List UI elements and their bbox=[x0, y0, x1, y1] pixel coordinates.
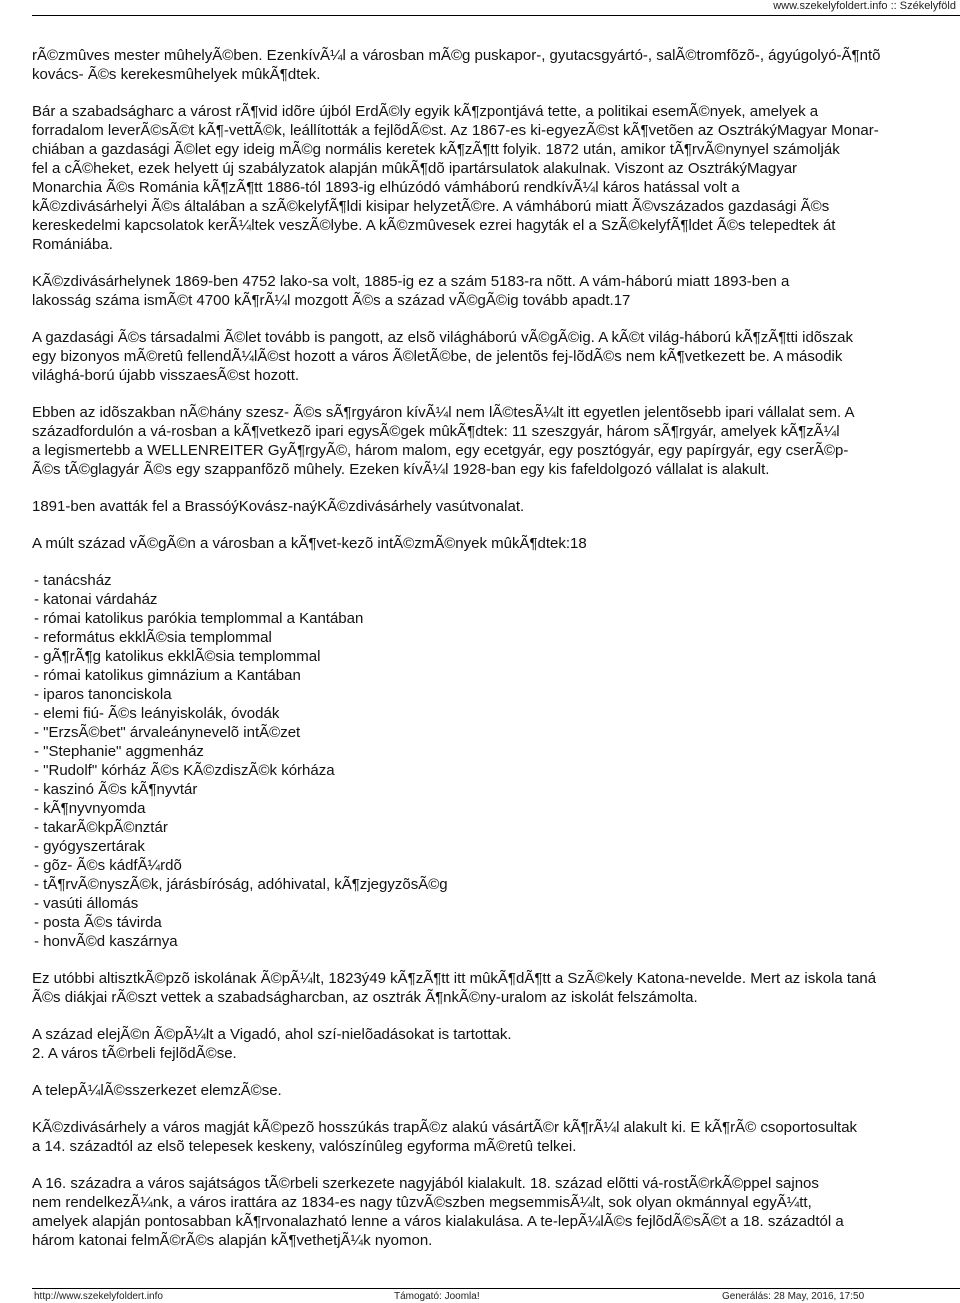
header-rule bbox=[32, 15, 960, 16]
paragraph-line: Ã©s tÃ©glagyár Ã©s egy szappanfõzõ mûhely. Ezeken kívÃ¼l 1928-ban egy kis fafeldolgozó vállalat is alakult. bbox=[32, 461, 770, 478]
list-item: - kaszinó Ã©s kÃ¶nyvtár bbox=[34, 781, 198, 798]
paragraph-line: lakosság száma ismÃ©t 4700 kÃ¶rÃ¼l mozgott Ã©s a század vÃ©gÃ©ig tovább apadt.17 bbox=[32, 292, 631, 309]
list-item: - honvÃ©d kaszárnya bbox=[34, 933, 178, 950]
list-item: - kÃ¶nyvnyomda bbox=[34, 800, 146, 817]
paragraph-line: A század elejÃ©n Ã©pÃ¼lt a Vigadó, ahol szí-nielõadásokat is tartottak. bbox=[32, 1026, 512, 1043]
paragraph-line: nem rendelkezÃ¼nk, a város irattára az 1834-es nagy tûzvÃ©szben megsemmisÃ¼lt, sok olyan okmánnyal egyÃ¼tt, bbox=[32, 1194, 812, 1211]
paragraph-line: A gazdasági Ã©s társadalmi Ã©let tovább is pangott, az elsõ világháború vÃ©gÃ©ig. A kÃ©t világ-háború kÃ¶zÃ¶tti idõszak bbox=[32, 329, 853, 346]
list-item: - "ErzsÃ©bet" árvaleánynevelõ intÃ©zet bbox=[34, 724, 301, 741]
list-item: - iparos tanonciskola bbox=[34, 686, 172, 703]
paragraph-line: kereskedelmi kapcsolatok kerÃ¼ltek veszÃ©lybe. A kÃ©zmûvesek ezrei hagyták el a SzÃ©kelyfÃ¶ldet Ã©s telepedtek át bbox=[32, 217, 836, 234]
list-item: - "Rudolf" kórház Ã©s KÃ©zdiszÃ©k kórháza bbox=[34, 762, 335, 779]
list-item: - gyógyszertárak bbox=[34, 838, 145, 855]
paragraph bbox=[32, 328, 960, 385]
page-footer bbox=[32, 1291, 960, 1303]
paragraph-line: KÃ©zdivásárhely a város magját kÃ©pezõ hosszúkás trapÃ©z alakú vásártÃ©r kÃ¶rÃ¼l alakult ki. E kÃ¶rÃ© csoportosultak bbox=[32, 1119, 858, 1136]
list-item: - elemi fiú- Ã©s leányiskolák, óvodák bbox=[34, 705, 280, 722]
paragraph-line: egy bizonyos mÃ©retû fellendÃ¼lÃ©st hozott a város Ã©letÃ©be, de jelentõs fej-lõdÃ©s nem kÃ¶vetkezett be. A második bbox=[32, 348, 843, 365]
footer-rule bbox=[32, 1288, 960, 1289]
list-item: - római katolikus gimnázium a Kantában bbox=[34, 667, 301, 684]
list-item: - tanácsház bbox=[34, 572, 112, 589]
paragraph-line: 2. A város tÃ©rbeli fejlõdÃ©se. bbox=[32, 1045, 237, 1062]
paragraph-line: három katonai felmÃ©rÃ©s alapján kÃ¶vethetjÃ¼k nyomon. bbox=[32, 1232, 433, 1249]
paragraph-line: chiában a gazdasági Ã©let egy ideig mÃ©g normális keretek kÃ¶zÃ¶tt folyik. 1872 után, amikor tÃ¶rvÃ©nynyel számolják bbox=[32, 141, 840, 158]
paragraph-line: kÃ©zdivásárhelyi Ã©s általában a szÃ©kelyfÃ¶ldi kisipar helyzetÃ©re. A vámháború miatt Ã©vszázados gazdasági Ã©s bbox=[32, 198, 830, 215]
paragraph-line: KÃ©zdivásárhelynek 1869-ben 4752 lako-sa volt, 1885-ig ez a szám 5183-ra nõtt. A vám-háború miatt 1893-ben a bbox=[32, 273, 790, 290]
paragraph bbox=[32, 1081, 960, 1100]
paragraph-line: 1891-ben avatták fel a BrassóýKovász-naýKÃ©zdivásárhely vasútvonalat. bbox=[32, 498, 525, 515]
paragraph bbox=[32, 969, 960, 1007]
paragraph-line: Romániába. bbox=[32, 236, 113, 253]
paragraph-line: kovács- Ã©s kerekesmûhelyek mûkÃ¶dtek. bbox=[32, 66, 321, 83]
paragraph-line: Monarchia Ã©s Románia kÃ¶zÃ¶tt 1886-tól 1893-ig elhúzódó vámháború rendkívÃ¼l káros hatással volt a bbox=[32, 179, 740, 196]
paragraph-line: A telepÃ¼lÃ©sszerkezet elemzÃ©se. bbox=[32, 1082, 282, 1099]
list-item: - református ekklÃ©sia templommal bbox=[34, 629, 272, 646]
paragraphs-before-list bbox=[32, 46, 960, 553]
paragraph bbox=[32, 272, 960, 310]
paragraph bbox=[32, 1118, 960, 1156]
paragraph-line: Ebben az idõszakban nÃ©hány szesz- Ã©s sÃ¶rgyáron kívÃ¼l nem lÃ©tesÃ¼lt itt egyetlen jelentõsebb ipari vállalat sem. A bbox=[32, 404, 855, 421]
list-item: - gÃ¶rÃ¶g katolikus ekklÃ©sia templommal bbox=[34, 648, 321, 665]
list-item: - "Stephanie" aggmenház bbox=[34, 743, 204, 760]
list-item: - vasúti állomás bbox=[34, 895, 139, 912]
paragraph-line: A múlt század vÃ©gÃ©n a városban a kÃ¶vet-kezõ intÃ©zmÃ©nyek mûkÃ¶dtek:18 bbox=[32, 535, 587, 552]
paragraphs-after-list bbox=[32, 969, 960, 1250]
list-item: - posta Ã©s távirda bbox=[34, 914, 162, 931]
paragraph-line: A 16. századra a város sajátságos tÃ©rbeli szerkezete nagyjából kialakult. 18. század elõtti vá-rostÃ©rkÃ©ppel sajnos bbox=[32, 1175, 819, 1192]
paragraph bbox=[32, 403, 960, 479]
document-body bbox=[32, 46, 960, 1268]
paragraph-line: Bár a szabadságharc a várost rÃ¶vid idõre újból ErdÃ©ly egyik kÃ¶zpontjává tette, a politikai esemÃ©nyek, amelyek a bbox=[32, 103, 819, 120]
header-url[interactable]: www.szekelyfoldert.info :: Székelyföld bbox=[773, 0, 956, 12]
list-item: - római katolikus parókia templommal a Kantában bbox=[34, 610, 364, 627]
paragraph-line: forradalom leverÃ©sÃ©t kÃ¶-vettÃ©k, leállították a fejlõdÃ©st. Az 1867-es ki-egyezÃ©st kÃ¶vetõen az OsztrákýMagyar Monar- bbox=[32, 122, 879, 139]
paragraph bbox=[32, 46, 960, 84]
paragraph-line: amelyek alapján pontosabban kÃ¶rvonalazható lenne a város kialakulása. A te-lepÃ¼lÃ©s fejlõdÃ©sÃ©t a 18. századtól a bbox=[32, 1213, 844, 1230]
paragraph-line: a 14. századtól az elsõ telepesek keskeny, valószínûleg egyforma mÃ©retû telkei. bbox=[32, 1138, 577, 1155]
paragraph bbox=[32, 102, 960, 254]
footer-generated: Generálás: 28 May, 2016, 17:50 bbox=[722, 1291, 865, 1302]
paragraph bbox=[32, 534, 960, 553]
institutions-list bbox=[32, 571, 960, 951]
list-item: - gõz- Ã©s kádfÃ¼rdõ bbox=[34, 857, 182, 874]
list-item: - tÃ¶rvÃ©nyszÃ©k, járásbíróság, adóhivatal, kÃ¶zjegyzõsÃ©g bbox=[34, 876, 448, 893]
list-item: - takarÃ©kpÃ©nztár bbox=[34, 819, 168, 836]
paragraph-line: fel a cÃ©heket, ezek helyett új szabályzatok alapján mûkÃ¶dõ ipartársulatok alakulnak. Viszont az OsztrákýMagyar bbox=[32, 160, 798, 177]
paragraph bbox=[32, 1174, 960, 1250]
paragraph-line: világhá-ború újabb visszaesÃ©st hozott. bbox=[32, 367, 300, 384]
footer-site-link[interactable]: http://www.szekelyfoldert.info bbox=[34, 1291, 163, 1302]
paragraph bbox=[32, 1025, 960, 1063]
paragraph-line: a legismertebb a WELLENREITER GyÃ¶rgyÃ©, három malom, egy ecetgyár, egy posztógyár, egy papírgyár, egy cserÃ©p- bbox=[32, 442, 849, 459]
list-item: - katonai várdaház bbox=[34, 591, 158, 608]
paragraph-line: Ã©s diákjai rÃ©szt vettek a szabadságharcban, az osztrák Ã¶nkÃ©ny-uralom az iskolát felszámolta. bbox=[32, 989, 698, 1006]
paragraph bbox=[32, 497, 960, 516]
footer-sponsor: Támogató: Joomla! bbox=[394, 1291, 480, 1302]
paragraph-line: Ez utóbbi altisztkÃ©pzõ iskolának Ã©pÃ¼lt, 1823ý49 kÃ¶zÃ¶tt itt mûkÃ¶dÃ¶tt a SzÃ©kely Katona-nevelde. Mert az iskola taná bbox=[32, 970, 877, 987]
paragraph-line: rÃ©zmûves mester mûhelyÃ©ben. EzenkívÃ¼l a városban mÃ©g puskapor-, gyutacsgyártó-, salÃ©tromfõzõ-, ágyúgolyó-Ã¶ntõ bbox=[32, 47, 881, 64]
paragraph-line: századfordulón a vá-rosban a kÃ¶vetkezõ ipari egysÃ©gek mûkÃ¶dtek: 11 szeszgyár, három sÃ¶rgyár, amelyek kÃ¶zÃ¼l bbox=[32, 423, 840, 440]
